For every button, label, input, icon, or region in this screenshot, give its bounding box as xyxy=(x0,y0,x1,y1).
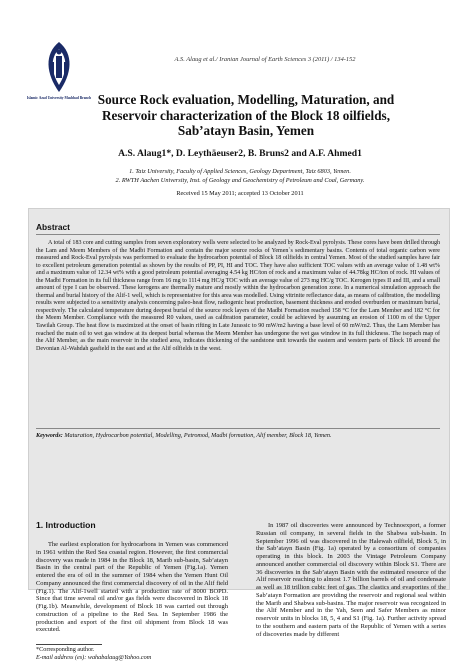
affiliation-1: 1. Taiz University, Faculty of Applied Sciences, Geology Department, Taiz 6803, Yemen. xyxy=(129,168,351,175)
affiliations xyxy=(60,168,420,186)
paper-title: Source Rock evaluation, Modelling, Maturation, and Reservoir characterization of the Block 18 oilfields, Sab’atayn Basin, Yemen xyxy=(97,92,395,138)
corresponding-author-note: *Corresponding author. xyxy=(36,646,95,653)
keywords-list: Maturation, Hydrocarbon potential, Modelling, Petromod, Madbi formation, Alif member, Block 18, Yemen. xyxy=(64,432,332,439)
section-heading-introduction: 1. Introduction xyxy=(36,520,96,530)
university-logo-icon xyxy=(36,40,82,94)
author-list: A.S. Alaug1*, D. Leythäeuser2, B. Bruns2 and A.F. Ahmed1 xyxy=(118,148,362,159)
abstract-text: A total of 183 core and cutting samples from seven exploratory wells were selected to be analyzed by Rock-Eval pyrolysis. These cores have been drilled through the Lam and Meem Members of the Madbi Formation and contain the major source rocks of Yemen`s sedimentary basins. Contents of total organic carbon were measured and Rock-Eval pyrolysis was performed to evaluate the hydrocarbon potential of Block 18 oilfields in central Yemen. Most of the studied samples have fair to excellent petroleum generation potential as shown by the results of PP, PI, HI and TOC. They have also sufficient TOC values with an average value of 1.48 wt% and a maximum value of 12.34 wt% with a good petroleum potential averaging 4.54 kg HC/ton of rock and a maximum value of 44.78kg HC/ton of rock. HI values of the Madbi Formation in its full thickness range from 16 mg to 1114 mg HC/g TOC with an average value of 273 mg HC/g TOC. Kerogen types II and III, and a small amount of type I can be observed. These kerogens are thermally mature and mostly within the hydrocarbon generation zone. In a numerical simulation approach the thermal and burial history of the Alif-1 well, which is representative for this area was modelled. Using vitrinite reflectance data, as means of calibration, the modelling results were subjected to a sensitivity analysis concerning paleo-heat flow, radiogenic heat production, basement thickness and eroded overburden or maximum burial, respectively. The calculated temperature during deepest burial of the source rock layers of the Madbi Formation reached 158 °C for the Lam Member and 182 °C for the Meem Member. Compliance with the measured R0 values, used as calibration parameter, could be achieved by assuming an erosion of 1100 m of the Upper Tawilah Group. The heat flow is maximized at the onset of basin rifting in Late Jurassic to 90 mW/m2 having a base level of 60 mW/m2. Thus, the Lam Member has reached the main oil to wet gas window at its deepest burial whereas the Meem Member has undergone the wet gas window in its full thickness. The isopach map of the Alif Member, as the main reservoir in the studied area, indicates thickening of the sandstone unit towards the eastern and western parts of Block 18 around the Devonian Al-Wahdah gasfield in the east and at the Alif oilfields in the west. xyxy=(36,240,440,352)
keywords-label: Keywords: xyxy=(36,432,63,439)
introduction-left-column: The earliest exploration for hydrocarbons in Yemen was commenced in 1961 within the Red Sea coastal region. However, the first commercial discovery was made in 1984 in the Block 18, Marib sub-basin, Sab’atayn Basin in the central part of the Republic of Yemen (Fig.1a). Yemen entered the era of oil in the summer of 1984 when the Yemen Hunt Oil Company announced the first commercial discovery of oil in the Alif field (Fig.1). The Alif-1well started with a production rate of 8000 BOPD. Since that time several oil and/or gas fields were discovered in Block 18 (Fig.1b). Meanwhile, development of Block 18 was carried out through construction of a pipeline to the Red Sea. In September 1986 the production and export of the first oil shipment from Block 18 was executed. xyxy=(36,541,228,634)
received-dates: Received 15 May 2011; accepted 13 October 2011 xyxy=(176,190,304,197)
introduction-right-column: In 1987 oil discoveries were announced by Technoexport, a former Russian oil company, in several fields in the Shabwa sub-basin. In September 1996 oil was discovered in the Halewah oilfield, Block 5, in the Sab’atayn Basin (Fig. 1a) operated by a consortium of companies operating in this block. In 2003 the Vintage Petroleum Company announced another commercial oil discovery within Block S1. There are 36 discoveries in the Sab’atayn Basin with the estimated resource of the Alif reservoir reaching to almost 1.7 billion barrels of oil and condensate as well as 18 trillion cubic feet of gas. The clastics and evaporites of the Sab’atayn Formation are providing the reservoir and regional seal within the Marib and Shabwa sub-basins. The major reservoir was recognized in the Alif Member and in the Yah, Seen and Safer Members as minor reservoir units in blocks 18, 5, 4 and S1 (Fig. 1a). Further activity spread to the southern and eastern parts of the Republic of Yemen with a series of discoveries made by different xyxy=(256,522,446,638)
abstract-divider-top xyxy=(36,234,440,235)
keywords-line xyxy=(36,432,440,439)
logo-caption: Islamic Azad University Mashhad Branch xyxy=(26,96,92,100)
abstract-heading: Abstract xyxy=(36,222,70,232)
footnote-divider xyxy=(36,644,102,645)
email-address: E-mail address (es): wahabalaug@Yahoo.com xyxy=(36,654,152,661)
abstract-divider-bottom xyxy=(36,428,440,429)
affiliation-2: 2. RWTH Aachen University, Inst. of Geology and Geochemistry of Petroleum and Coal, Germany. xyxy=(115,176,365,184)
journal-citation: A.S. Alaug et al./ Iranian Journal of Earth Sciences 3 (2011) / 134-152 xyxy=(174,56,356,63)
